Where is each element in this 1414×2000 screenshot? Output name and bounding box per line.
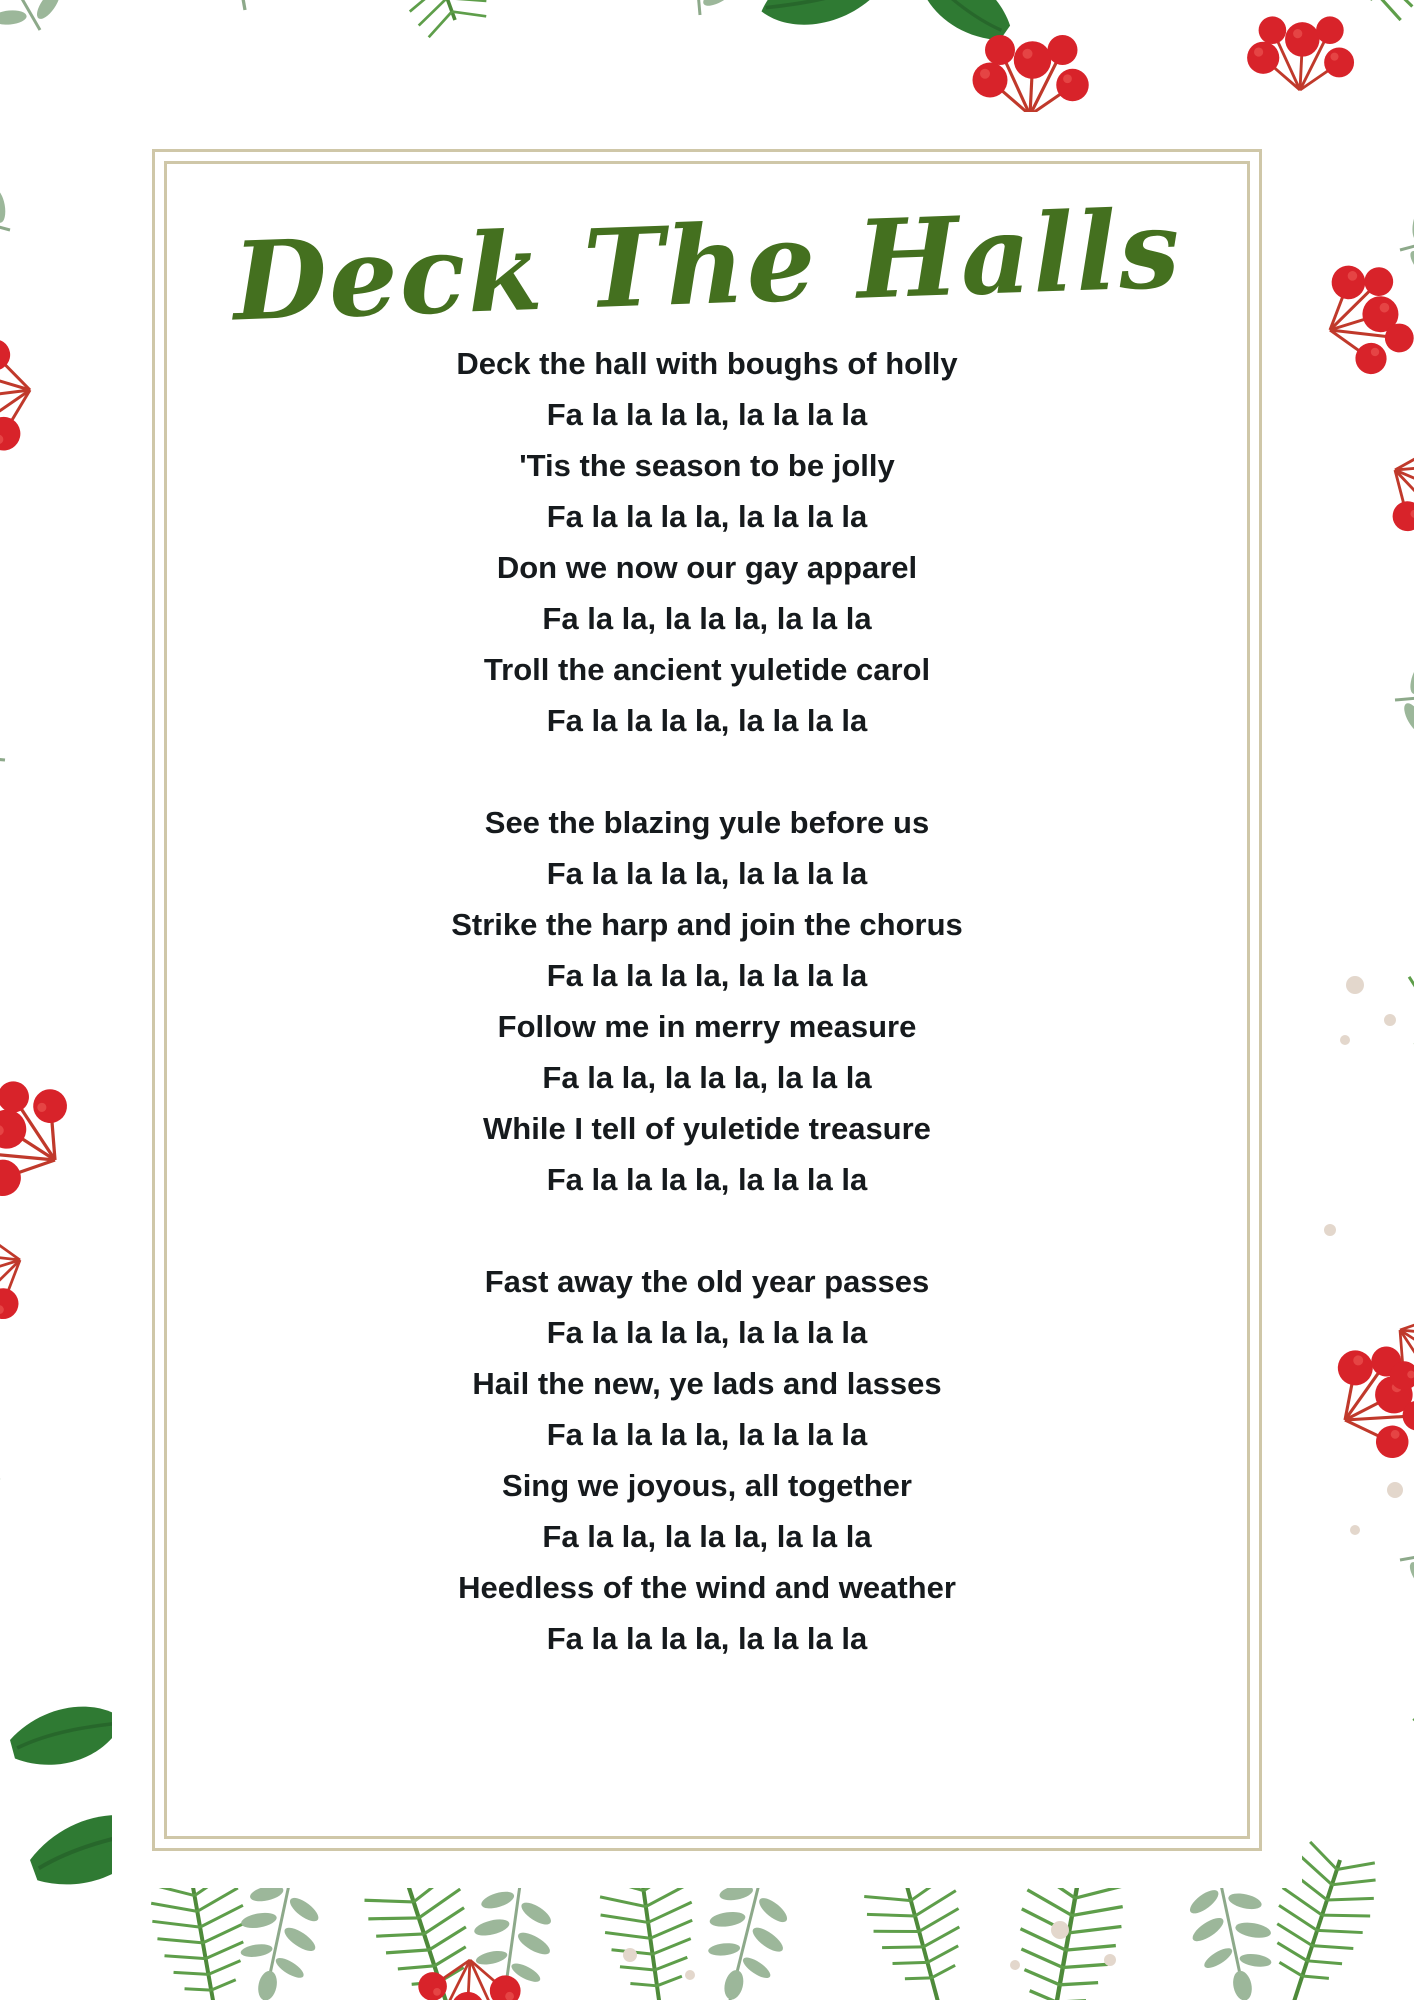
page-title: Deck The Halls [230,186,1184,346]
lyrics-line: Fa la la, la la la, la la la [542,1519,872,1554]
lyrics-line: Fa la la, la la la, la la la [542,601,872,636]
lyrics-line: Fa la la la la, la la la la [546,703,868,738]
lyrics-line: Fa la la la la, la la la la [546,1417,868,1452]
lyrics-verse [182,338,1232,746]
lyrics-line: See the blazing yule before us [484,805,930,840]
lyrics-line: Fast away the old year passes [484,1264,930,1299]
lyrics-line: While I tell of yuletide treasure [483,1111,931,1146]
lyrics-line: Fa la la la la, la la la la [546,499,868,534]
lyrics-line: Hail the new, ye lads and lasses [472,1366,942,1401]
lyrics-line: Strike the harp and join the chorus [451,907,963,942]
lyrics-line: 'Tis the season to be jolly [519,448,895,483]
lyrics-line: Deck the hall with boughs of holly [456,346,958,381]
lyrics-line: Fa la la la la, la la la la [546,1162,868,1197]
lyrics-body [182,338,1232,1664]
lyrics-verse [182,797,1232,1205]
lyrics-line: Fa la la la la, la la la la [546,958,868,993]
lyrics-line: Fa la la la la, la la la la [546,1315,868,1350]
card-content [182,182,1232,1818]
lyrics-line: Follow me in merry measure [497,1009,917,1044]
lyrics-line: Heedless of the wind and weather [458,1570,956,1605]
lyrics-line: Fa la la la la, la la la la [546,1621,868,1656]
lyrics-line: Troll the ancient yuletide carol [483,652,931,687]
lyrics-line: Fa la la la la, la la la la [546,397,868,432]
lyrics-line: Fa la la, la la la, la la la [542,1060,872,1095]
lyrics-verse [182,1256,1232,1664]
lyrics-line: Sing we joyous, all together [502,1468,912,1503]
lyrics-card [112,112,1302,1888]
lyrics-line: Don we now our gay apparel [496,550,918,585]
lyrics-line: Fa la la la la, la la la la [546,856,868,891]
